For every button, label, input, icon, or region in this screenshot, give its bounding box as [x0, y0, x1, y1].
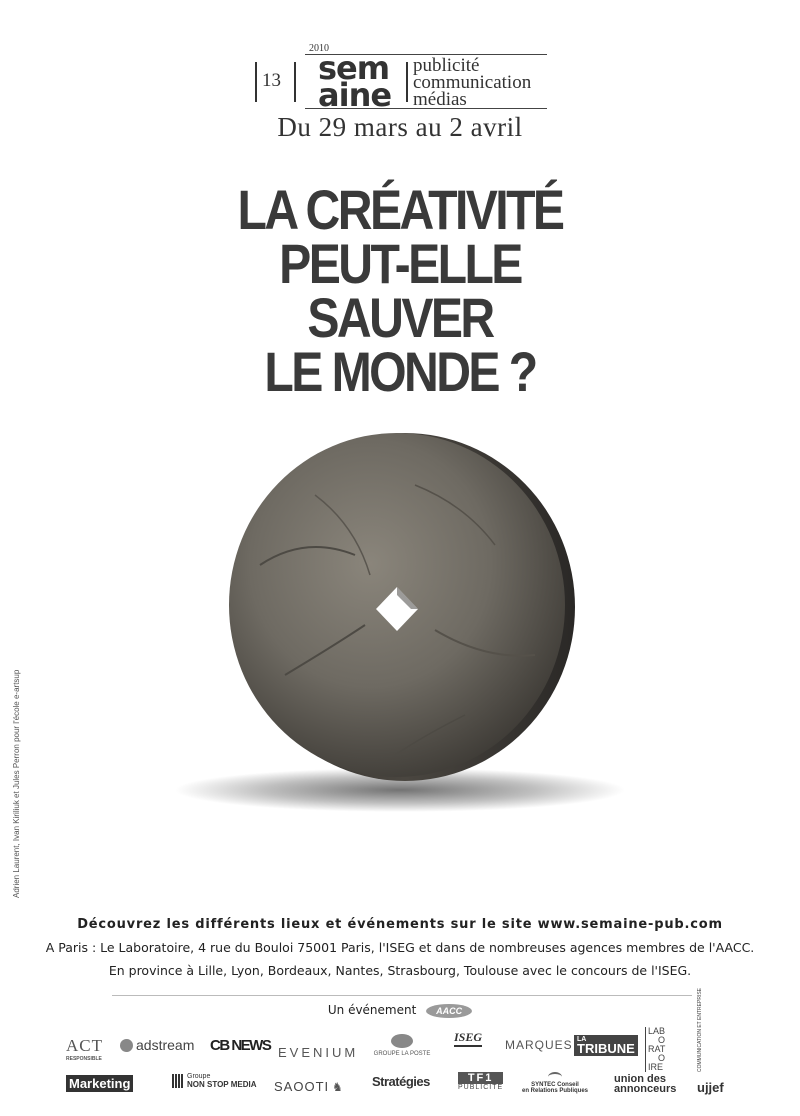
iseg-logo: ISEG [454, 1030, 482, 1047]
masthead-year: 2010 [309, 43, 329, 54]
non-stop-media-text: NON STOP MEDIA [187, 1080, 257, 1089]
ujjef-logo: ujjef [697, 1080, 724, 1095]
union-des-annonceurs-logo [614, 1074, 676, 1094]
syntec-icon [548, 1072, 562, 1082]
non-stop-media-logo [172, 1073, 257, 1089]
communication-entreprise-label: COMMUNICATION ET ENTREPRISE [697, 988, 703, 1072]
la-poste-icon [391, 1034, 413, 1048]
tf1-publicite-logo [458, 1072, 503, 1091]
masthead-bottom-rule [305, 108, 547, 109]
headline-line-3: SAUVER [307, 286, 493, 349]
issue-bar-right [294, 62, 296, 102]
tag-medias: médias [413, 89, 467, 110]
la-poste-logo [372, 1034, 432, 1057]
saooti-logo [274, 1079, 343, 1094]
tf1-sub: PUBLICITÉ [458, 1084, 504, 1091]
event-dates: Du 29 mars au 2 avril [277, 112, 523, 142]
labo-line-3: RAT [648, 1044, 666, 1054]
cbnews-logo: CB NEWS [210, 1037, 271, 1054]
millstone-illustration [165, 415, 635, 815]
website-line: Découvrez les différents lieux et événements sur le site www.semaine-pub.com [77, 917, 723, 932]
la-tribune-logo [574, 1035, 638, 1056]
tag-publicite: publicité [413, 55, 480, 76]
saooti-text: SAOOTI [274, 1079, 330, 1094]
issue-number: 13 [262, 70, 281, 91]
saooti-figure-icon: ♞ [332, 1079, 343, 1094]
la-tribune-prefix: LA [577, 1036, 587, 1043]
marques-logo: MARQUES [505, 1038, 573, 1052]
labo-line-2: O [658, 1035, 666, 1045]
brand-line-2: aine [318, 76, 392, 114]
paris-venues: A Paris : Le Laboratoire, 4 rue du Bouloi 75001 Paris, l'ISEG et dans de nombreuses agences membres de l'AACC. [45, 940, 755, 955]
syntec-text: SYNTEC Conseil [531, 1082, 579, 1088]
brand-line-1: sem [318, 49, 390, 87]
le-laboratoire-logo [645, 1027, 665, 1072]
marketing-magazine-logo: Marketing [66, 1075, 133, 1092]
adstream-logo [120, 1037, 194, 1053]
la-poste-text: GROUPE LA POSTE [373, 1051, 431, 1057]
union-line-2: annonceurs [614, 1083, 677, 1095]
barcode-icon [172, 1074, 184, 1088]
evenium-logo: EVENIUM [278, 1045, 359, 1060]
tag-communication: communication [413, 72, 532, 93]
act-logo-sub: RESPONSIBLE [66, 1056, 102, 1062]
strategies-logo: Stratégies [372, 1074, 430, 1089]
headline-line-4: LE MONDE ? [264, 340, 536, 403]
brand-logo [318, 49, 392, 114]
headline-line-2: PEUT-ELLE [279, 232, 521, 295]
brand-divider [406, 62, 408, 102]
labo-line-4: O [658, 1053, 666, 1063]
labo-line-5: IRE [648, 1062, 664, 1072]
tf1-text: TF1 [458, 1072, 503, 1084]
headline-line-1: LA CRÉATIVITÉ [237, 178, 563, 241]
adstream-icon [120, 1039, 133, 1052]
masthead-tags [413, 57, 531, 108]
syntec-sub: en Relations Publiques [522, 1088, 589, 1094]
adstream-text: adstream [136, 1037, 195, 1053]
la-tribune-text: TRIBUNE [577, 1041, 635, 1056]
syntec-logo [522, 1072, 588, 1094]
province-venues: En province à Lille, Lyon, Bordeaux, Nantes, Strasbourg, Toulouse avec le concours de l'ISEG. [108, 963, 692, 978]
event-organizer [0, 1003, 800, 1018]
non-stop-media-small: Groupe [187, 1073, 211, 1080]
labo-line-1: LAB [648, 1026, 666, 1036]
non-stop-media-text-group [187, 1073, 257, 1089]
act-logo-text: ACT [66, 1036, 103, 1055]
union-line-1: union des [614, 1073, 666, 1085]
millstone-image [165, 415, 635, 815]
headline [0, 178, 800, 403]
act-logo [66, 1036, 103, 1062]
photo-credit-text: Adrien Laurent, Ivan Kiriliuk et Jules Perron pour l'école e-artsup [12, 669, 21, 898]
footer-divider [112, 995, 692, 996]
issue-bar-left [255, 62, 257, 102]
aacc-logo: AACC [426, 1004, 472, 1018]
event-label: Un événement [327, 1003, 417, 1017]
photo-credit [12, 418, 34, 898]
